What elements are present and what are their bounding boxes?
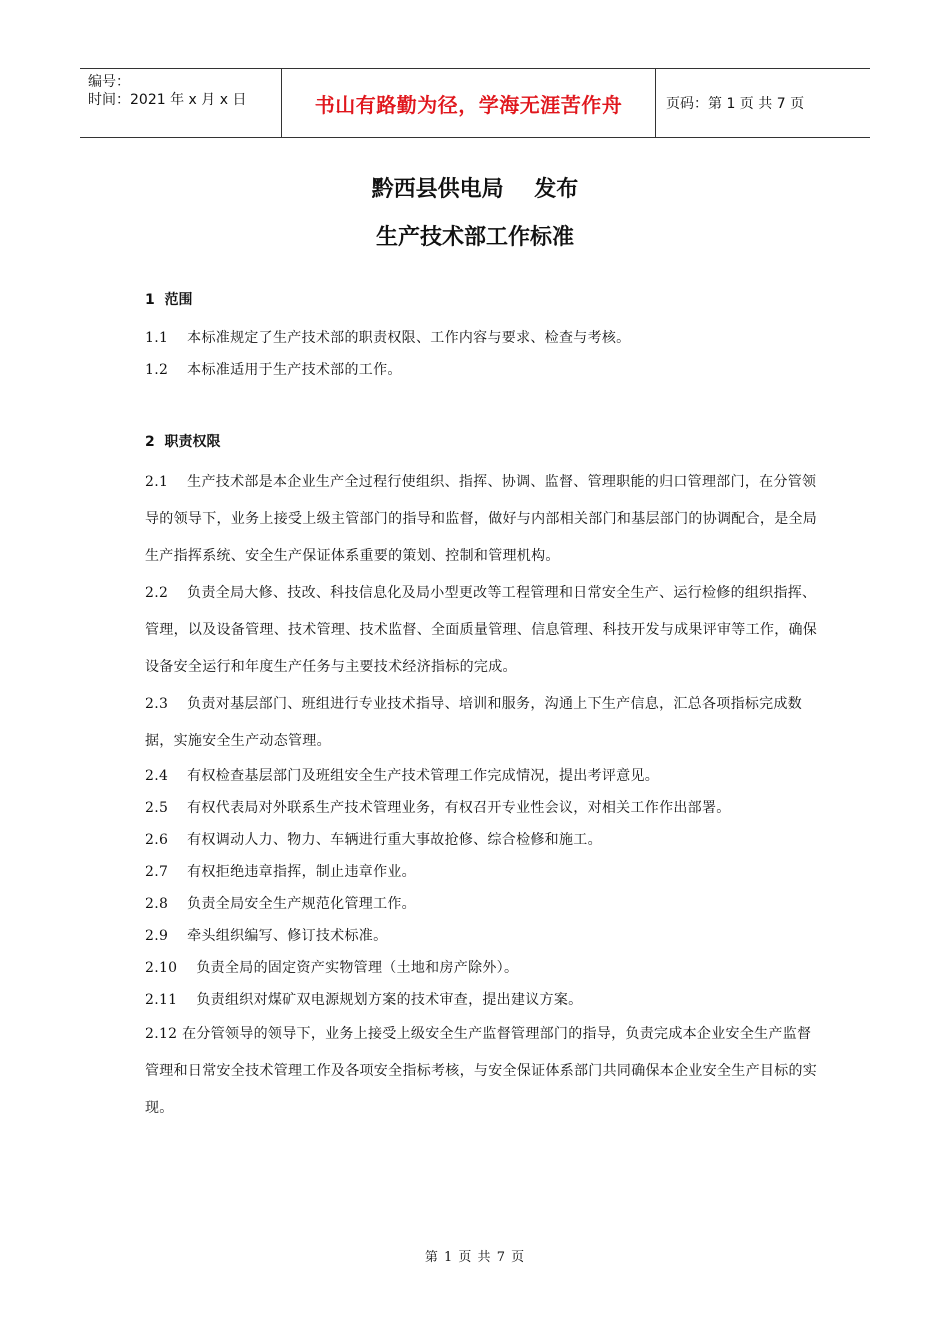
header-motto: 书山有路勤为径，学海无涯苦作舟 xyxy=(282,69,656,137)
document-number-label: 编号： xyxy=(88,74,130,90)
document-body xyxy=(145,282,825,1127)
paragraph: 2.10 负责全局的固定资产实物管理（土地和房产除外）。 xyxy=(145,960,519,976)
paragraph: 2.3 负责对基层部门、班组进行专业技术指导、培训和服务，沟通上下生产信息，汇总各项指标完成数据，实施安全生产动态管理。 xyxy=(145,696,803,749)
paragraph: 2.1 生产技术部是本企业生产全过程行使组织、指挥、协调、监督、管理职能的归口管理部门，在分管领导的领导下，业务上接受上级主管部门的指导和监督，做好与内部相关部门和基层部门的协调配合，是全局生产指挥系统、安全生产保证体系重要的策划、控制和管理机构。 xyxy=(145,474,818,564)
header-table xyxy=(80,68,870,138)
paragraph: 2.5 有权代表局对外联系生产技术管理业务，有权召开专业性会议，对相关工作作出部署。 xyxy=(145,800,731,816)
header-left-cell xyxy=(80,69,282,137)
paragraph: 1.2 本标准适用于生产技术部的工作。 xyxy=(145,362,402,378)
document-issuer-title: 黔西县供电局 发布 xyxy=(371,177,579,202)
paragraph: 2.11 负责组织对煤矿双电源规划方案的技术审查，提出建议方案。 xyxy=(145,992,583,1008)
section-heading-duties: 2 职责权限 xyxy=(145,434,221,450)
section-heading-scope: 1 范围 xyxy=(145,292,193,308)
paragraph: 1.1 本标准规定了生产技术部的职责权限、工作内容与要求、检查与考核。 xyxy=(145,330,631,346)
paragraph: 2.9 牵头组织编写、修订技术标准。 xyxy=(145,928,388,944)
paragraph: 2.2 负责全局大修、技改、科技信息化及局小型更改等工程管理和日常安全生产、运行检修的组织指挥、管理，以及设备管理、技术管理、技术监督、全面质量管理、信息管理、科技开发与成果评审等工作，确保设备安全运行和年度生产任务与主要技术经济指标的完成。 xyxy=(145,585,818,675)
header-page-info: 页码：第 1 页 共 7 页 xyxy=(666,96,805,112)
section-gap xyxy=(145,386,825,424)
document-time-label: 时间：2021 年 x 月 x 日 xyxy=(88,92,247,108)
paragraph: 2.8 负责全局安全生产规范化管理工作。 xyxy=(145,896,416,912)
paragraph: 2.7 有权拒绝违章指挥，制止违章作业。 xyxy=(145,864,416,880)
paragraph: 2.12 在分管领导的领导下，业务上接受上级安全生产监督管理部门的指导，负责完成本企业安全生产监督管理和日常安全技术管理工作及各项安全指标考核，与安全保证体系部门共同确保本企业安全生产目标的实现。 xyxy=(145,1026,818,1116)
paragraph: 2.4 有权检查基层部门及班组安全生产技术管理工作完成情况，提出考评意见。 xyxy=(145,768,660,784)
page-footer: 第 1 页 共 7 页 xyxy=(424,1250,526,1265)
paragraph: 2.6 有权调动人力、物力、车辆进行重大事故抢修、综合检修和施工。 xyxy=(145,832,602,848)
document-title: 生产技术部工作标准 xyxy=(375,225,574,250)
